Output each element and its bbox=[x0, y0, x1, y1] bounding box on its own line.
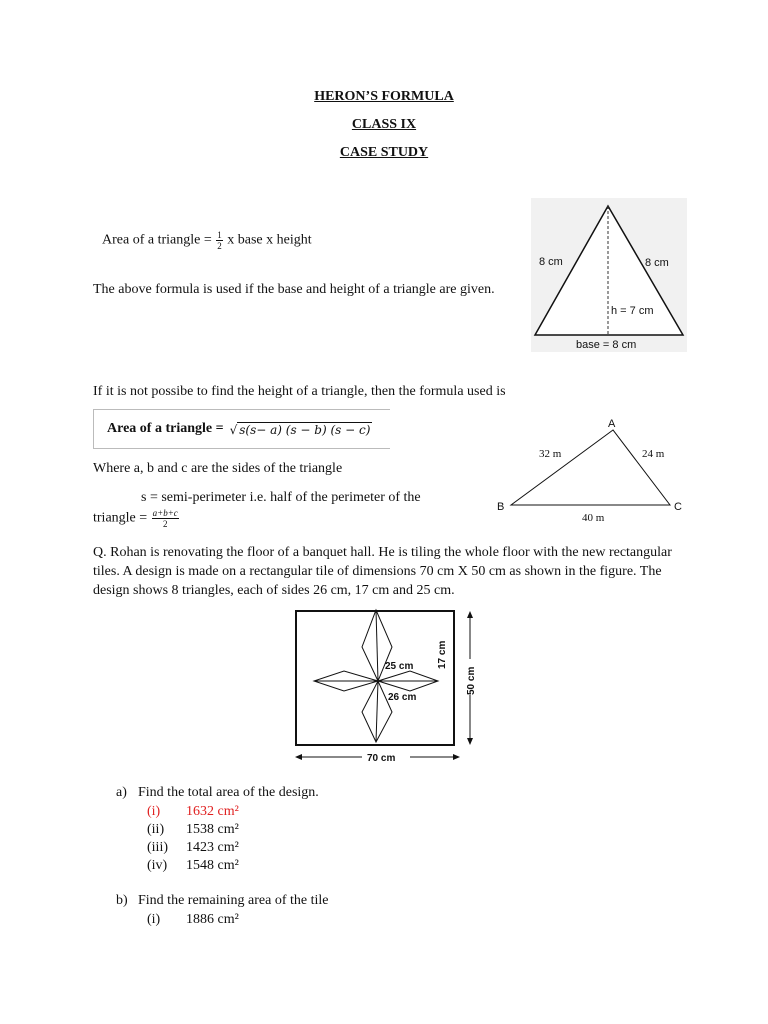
sqrt-radicand: s(s− a) (s − b) (s − c) bbox=[239, 422, 371, 437]
half-fraction bbox=[216, 230, 223, 251]
height-arrow-bottom bbox=[467, 738, 473, 745]
triangle-figure-2 bbox=[490, 415, 690, 530]
label-70cm: 70 cm bbox=[367, 753, 396, 764]
tile-design-figure bbox=[292, 607, 484, 767]
side-bc-label: 40 m bbox=[582, 512, 605, 524]
vertex-a-label: A bbox=[608, 418, 616, 430]
page-title: HERON’S FORMULA bbox=[314, 89, 454, 104]
figure-1-left-side: 8 cm bbox=[539, 256, 563, 268]
semi-perimeter-fraction bbox=[152, 508, 179, 529]
class-label: CLASS IX bbox=[351, 117, 417, 132]
triangle-figure-1 bbox=[531, 198, 687, 352]
part-a-question bbox=[116, 785, 319, 801]
vertex-c-label: C bbox=[674, 501, 682, 513]
part-b-letter: b) bbox=[116, 893, 128, 908]
part-b-options bbox=[147, 911, 239, 929]
half-numerator: 1 bbox=[217, 230, 222, 240]
figure-1-base: base = 8 cm bbox=[576, 339, 637, 351]
label-17cm: 17 cm bbox=[437, 640, 448, 669]
option-a-iii: (iii) 1423 cm² bbox=[147, 840, 239, 855]
area-formula-suffix: x base x height bbox=[227, 232, 312, 248]
formula-note: The above formula is used if the base and height of a triangle are given. bbox=[93, 282, 495, 297]
where-text: Where a, b and c are the sides of the triangle bbox=[93, 461, 343, 476]
part-a-options bbox=[147, 803, 239, 875]
label-50cm: 50 cm bbox=[466, 666, 477, 695]
area-formula-prefix: Area of a triangle = bbox=[102, 232, 212, 248]
label-26cm: 26 cm bbox=[388, 692, 417, 703]
height-arrow-top bbox=[467, 611, 473, 618]
option-a-iv: (iv) 1548 cm² bbox=[147, 858, 239, 873]
half-denominator: 2 bbox=[217, 241, 222, 251]
heron-formula-box bbox=[93, 409, 390, 449]
semi-perimeter-line-1: s = semi-perimeter i.e. half of the perimeter of the bbox=[141, 490, 421, 505]
part-a-text: Find the total area of the design. bbox=[138, 785, 319, 800]
width-arrow-left bbox=[295, 754, 302, 760]
heron-formula-expression bbox=[230, 422, 373, 437]
side-ab-label: 32 m bbox=[539, 448, 562, 460]
figure-1-right-side: 8 cm bbox=[645, 257, 669, 269]
sqrt-symbol: √ bbox=[229, 422, 238, 437]
width-arrow-right bbox=[453, 754, 460, 760]
vertex-b-label: B bbox=[497, 501, 505, 513]
option-a-ii: (ii) 1538 cm² bbox=[147, 822, 239, 837]
side-ac-label: 24 m bbox=[642, 448, 665, 460]
part-a-letter: a) bbox=[116, 785, 127, 800]
case-study-label: CASE STUDY bbox=[339, 145, 429, 160]
question-text: Q. Rohan is renovating the floor of a banquet hall. He is tiling the whole floor with the new rectangular tiles. A design is made on a rectangular tile of dimensions 70 cm X 50 cm as shown in the figure. The design shows 8 triangles, each of sides 26 cm, 17 cm and 25 cm. bbox=[93, 545, 672, 598]
option-a-i: (i) 1632 cm² bbox=[147, 804, 239, 819]
figure-1-height: h = 7 cm bbox=[611, 305, 654, 317]
label-25cm: 25 cm bbox=[385, 661, 414, 672]
semi-perimeter-numerator: a+b+c bbox=[152, 508, 178, 518]
semi-perimeter-line-2 bbox=[93, 508, 180, 529]
area-formula-line bbox=[102, 230, 312, 251]
option-b-i: (i) 1886 cm² bbox=[147, 912, 239, 927]
figure-2-triangle bbox=[511, 430, 670, 505]
part-b-question bbox=[116, 893, 329, 909]
part-b-text: Find the remaining area of the tile bbox=[138, 893, 329, 908]
semi-perimeter-prefix: triangle = bbox=[93, 510, 148, 526]
semi-perimeter-denominator: 2 bbox=[162, 519, 168, 529]
heron-formula-label: Area of a triangle = bbox=[107, 421, 224, 436]
heron-intro: If it is not possibe to find the height of a triangle, then the formula used is bbox=[93, 384, 506, 399]
